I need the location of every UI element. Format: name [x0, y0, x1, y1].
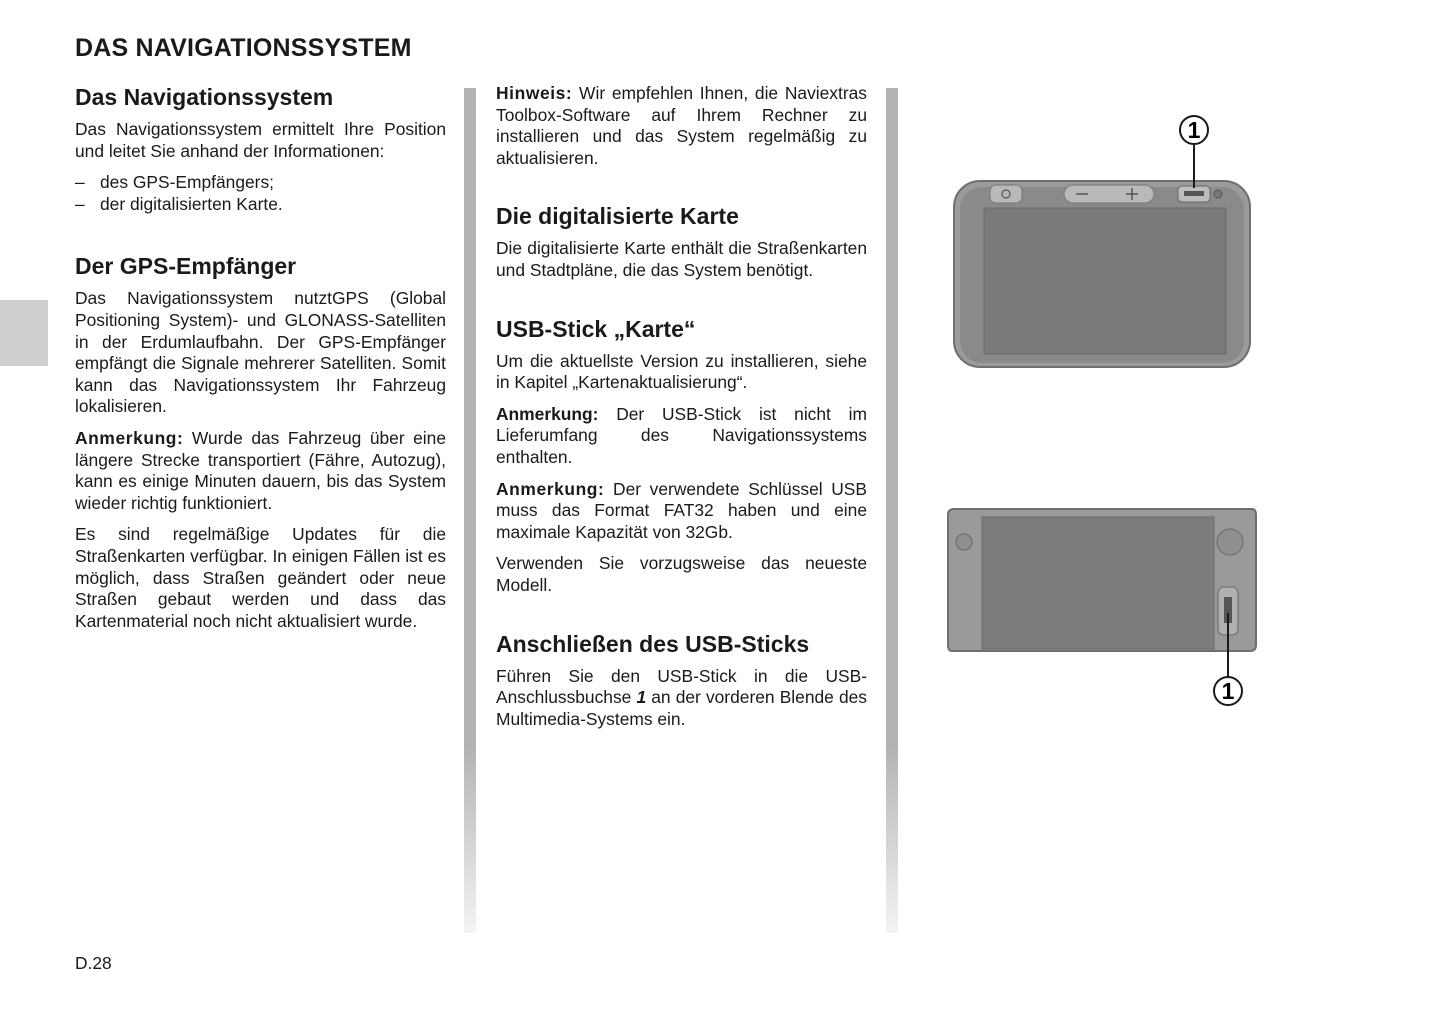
- column-left: [75, 83, 446, 642]
- paragraph: Die digitalisierte Karte enthält die Straßenkarten und Stadtpläne, die das System benötigt.: [496, 238, 867, 280]
- figure-multimedia-unit-top-usb: [930, 105, 1270, 385]
- note-text: Wurde das Fahrzeug über eine längere Strecke transportiert (Fähre, Autozug), kann es einige Minuten dauern, bis das System wieder richtig funktioniert.: [75, 427, 446, 513]
- callout-number: 1: [1187, 117, 1201, 143]
- section-heading-usb-stick: USB-Stick „Karte“: [496, 315, 696, 342]
- hint-paragraph: [496, 83, 867, 169]
- note-label: Anmerkung:: [75, 427, 184, 448]
- dash-bullet: –: [75, 193, 85, 214]
- list-item-text: der digitalisierten Karte.: [100, 193, 283, 214]
- list-item: [75, 194, 446, 216]
- note-paragraph: [496, 404, 867, 469]
- page-title: DAS NAVIGATIONSSYSTEM: [75, 34, 412, 62]
- callout-reference: 1: [636, 687, 647, 708]
- section-heading-digital-map: Die digitalisierte Karte: [496, 203, 739, 230]
- page-number: D.28: [75, 953, 112, 973]
- note-label: Anmerkung:: [496, 478, 605, 499]
- note-paragraph: [496, 479, 867, 544]
- paragraph: Verwenden Sie vorzugsweise das neueste Modell.: [496, 553, 867, 595]
- chapter-tab-marker: [0, 300, 48, 366]
- paragraph: Das Navigationssystem ermittelt Ihre Position und leitet Sie anhand der Informationen:: [75, 119, 446, 161]
- hint-text: Wir empfehlen Ihnen, die Naviextras Toolbox-Software auf Ihrem Rechner zu installieren und das System regelmäßig zu aktualisieren.: [496, 83, 867, 168]
- text-run: Führen Sie den USB-Stick in die USB-Anschlussbuchse: [496, 665, 867, 708]
- list-item: [75, 172, 446, 194]
- column-divider: [464, 88, 476, 933]
- dash-bullet: –: [75, 172, 85, 193]
- paragraph: [496, 666, 867, 731]
- multimedia-unit-illustration: [930, 105, 1270, 385]
- paragraph: Das Navigationssystem nutztGPS (Global Positioning System)- und GLONASS-Satelliten in der Erdumlaufbahn. Der GPS-Empfänger empfängt die Signale mehrerer Satelliten. Somit kann das Navigationssystem Ihr Fahrzeug lokalisieren.: [75, 288, 446, 417]
- section-heading-navigation-system: Das Navigationssystem: [75, 84, 334, 110]
- note-text: Der USB-Stick ist nicht im Lieferumfang des Navigationssystems enthalten.: [496, 403, 867, 467]
- section-heading-gps-receiver: Der GPS-Empfänger: [75, 253, 297, 280]
- paragraph: Um die aktuellste Version zu installieren, siehe in Kapitel „Kartenaktualisierung“.: [496, 350, 867, 393]
- column-middle: [496, 83, 867, 740]
- section-heading-connect-usb: Anschließen des USB-Sticks: [496, 630, 810, 657]
- note-label: Anmerkung:: [496, 403, 599, 424]
- note-text: Der verwendete Schlüssel USB muss das Format FAT32 haben und eine maximale Kapazität von 32Gb.: [496, 478, 867, 542]
- hint-label: Hinweis:: [496, 83, 573, 103]
- sensor-dot: [1214, 190, 1222, 198]
- paragraph: Es sind regelmäßige Updates für die Straßenkarten verfügbar. In einigen Fällen ist es möglich, dass Straßen geändert oder neue Straßen gebaut werden und dass das Kartenmaterial noch nicht aktualisiert wurde.: [75, 524, 446, 631]
- info-source-list: [75, 172, 446, 215]
- column-divider: [886, 88, 898, 933]
- callout-number: 1: [1221, 678, 1235, 704]
- figure-multimedia-unit-side-usb: [930, 495, 1270, 715]
- list-item-text: des GPS-Empfängers;: [100, 172, 274, 193]
- note-paragraph: [75, 428, 446, 514]
- text-run: an der vorderen Blende des Multimedia-Systems ein.: [496, 687, 867, 729]
- multimedia-unit-illustration: [930, 495, 1270, 715]
- power-button: [990, 185, 1022, 203]
- left-knob: [956, 534, 972, 550]
- right-knob: [1217, 529, 1243, 555]
